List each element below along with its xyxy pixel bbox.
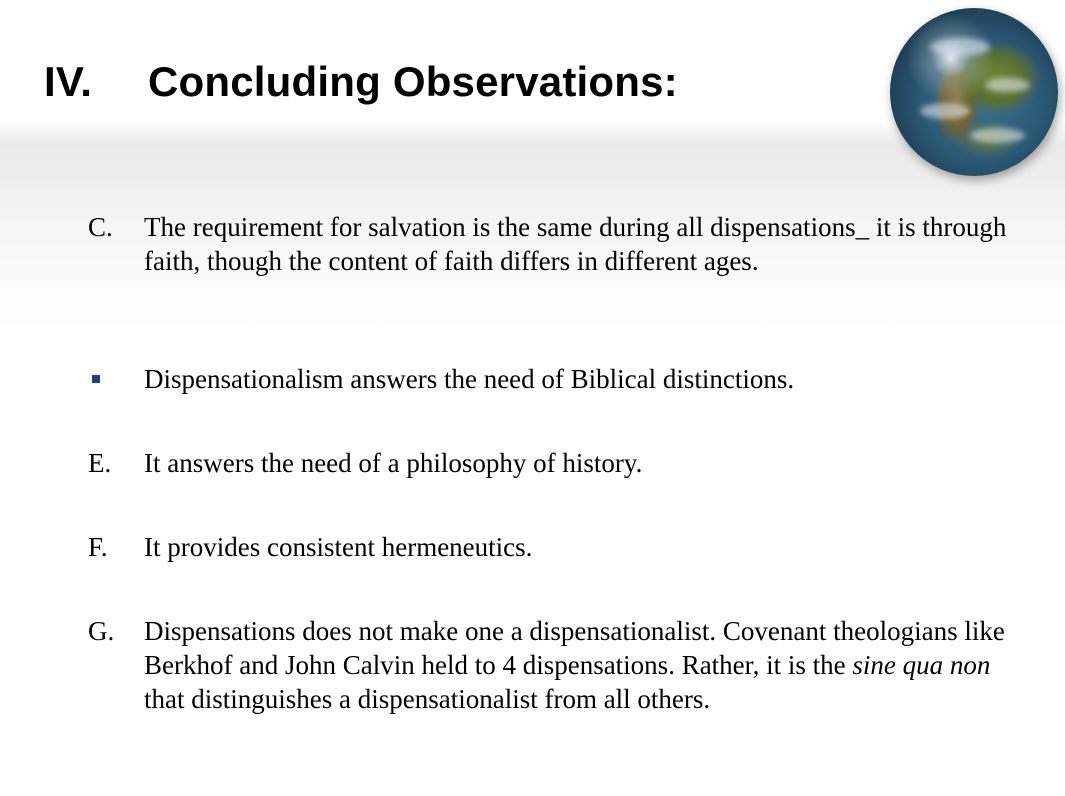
item-text-before: Dispensations does not make one a dispensationalist. Covenant theologians like Berkhof and John Calvin held to 4 dispensations. Rather, it is the [144, 616, 1005, 680]
list-item-bullet [88, 362, 1018, 396]
item-text-after: that distinguishes a dispensationalist from all others. [144, 684, 711, 714]
list-item-c [88, 210, 1018, 278]
list-item-f [88, 530, 1018, 564]
slide-title [44, 58, 678, 106]
item-text: The requirement for salvation is the same during all dispensations_ it is through faith, though the content of faith differs in different ages. [144, 212, 1007, 276]
globe-icon [890, 8, 1058, 176]
item-text: Dispensationalism answers the need of Biblical distinctions. [144, 364, 795, 394]
item-text-italic: sine qua non [852, 650, 991, 680]
title-number: IV. [44, 58, 93, 105]
item-marker: F. [88, 532, 108, 562]
title-text: Concluding Observations: [148, 58, 678, 105]
item-marker: E. [88, 448, 112, 478]
item-text: It provides consistent hermeneutics. [144, 532, 533, 562]
item-marker: C. [88, 212, 113, 242]
item-text: It answers the need of a philosophy of history. [144, 448, 643, 478]
square-bullet-icon [92, 375, 100, 383]
item-marker: G. [88, 616, 115, 646]
item-text [144, 614, 1018, 716]
list-item-e [88, 446, 1018, 480]
list-item-g [88, 614, 1018, 716]
